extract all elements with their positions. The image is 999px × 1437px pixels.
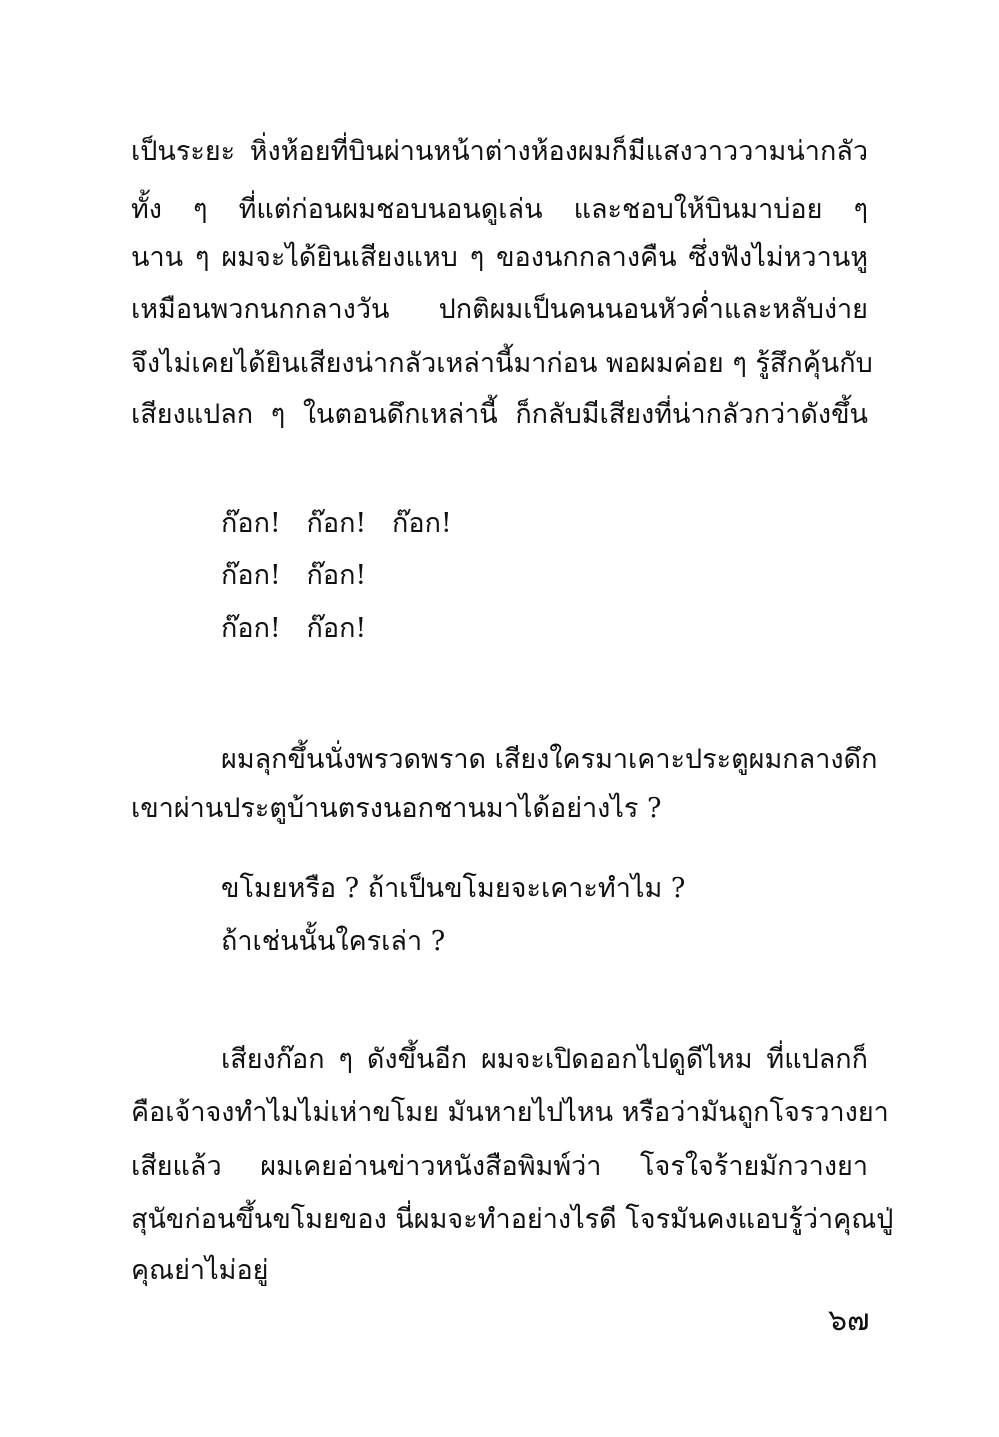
paragraph-3-line-4: สุนัขก่อนขึ้นขโมยของ นี่ผมจะทำอย่างไรดี โจรมันคงแอบรู้ว่าคุณปู่ <box>131 1204 894 1235</box>
question-line-2: ถ้าเช่นนั้นใครเล่า ? <box>221 926 446 957</box>
paragraph-2-line-1: ผมลุกขึ้นนั่งพรวดพราด เสียงใครมาเคาะประตูผมกลางดึก <box>221 744 878 775</box>
paragraph-3-line-3: เสียแล้ว ผมเคยอ่านข่าวหนังสือพิมพ์ว่า โจรใจร้ายมักวางยา <box>131 1151 868 1182</box>
paragraph-2-line-2: เขาผ่านประตูบ้านตรงนอกชานมาได้อย่างไร ? <box>131 793 662 824</box>
knock-line-1: ก๊อก! ก๊อก! ก๊อก! <box>221 508 452 539</box>
paragraph-1-line-3: นาน ๆ ผมจะได้ยินเสียงแหบ ๆ ของนกกลางคืน ซึ่งฟังไม่หวานหู <box>131 242 868 273</box>
paragraph-1-line-1: เป็นระยะ หิ่งห้อยที่บินผ่านหน้าต่างห้องผมก็มีแสงวาววามน่ากลัว <box>131 136 868 167</box>
paragraph-3-line-2: คือเจ้าจงทำไมไม่เห่าขโมย มันหายไปไหน หรือว่ามันถูกโจรวางยา <box>131 1097 889 1128</box>
paragraph-1-line-4: เหมือนพวกนกกลางวัน ปกติผมเป็นคนนอนหัวค่ำและหลับง่าย <box>131 294 868 325</box>
paragraph-1-line-2: ทั้ง ๆ ที่แต่ก่อนผมชอบนอนดูเล่น และชอบให้บินมาบ่อย ๆ <box>131 194 868 225</box>
knock-line-2: ก๊อก! ก๊อก! <box>221 560 367 591</box>
paragraph-1-line-6: เสียงแปลก ๆ ในตอนดึกเหล่านี้ ก็กลับมีเสียงที่น่ากลัวกว่าดังขึ้น <box>131 399 868 430</box>
page-number: ๖๗ <box>828 1303 870 1338</box>
knock-line-3: ก๊อก! ก๊อก! <box>221 613 367 644</box>
paragraph-3-line-5: คุณย่าไม่อยู่ <box>131 1255 269 1286</box>
paragraph-3-line-1: เสียงก๊อก ๆ ดังขึ้นอีก ผมจะเปิดออกไปดูดีไหม ที่แปลกก็ <box>221 1044 868 1075</box>
paragraph-1-line-5: จึงไม่เคยได้ยินเสียงน่ากลัวเหล่านี้มาก่อน พอผมค่อย ๆ รู้สึกคุ้นกับ <box>131 348 873 379</box>
question-line-1: ขโมยหรือ ? ถ้าเป็นขโมยจะเคาะทำไม ? <box>221 873 686 904</box>
